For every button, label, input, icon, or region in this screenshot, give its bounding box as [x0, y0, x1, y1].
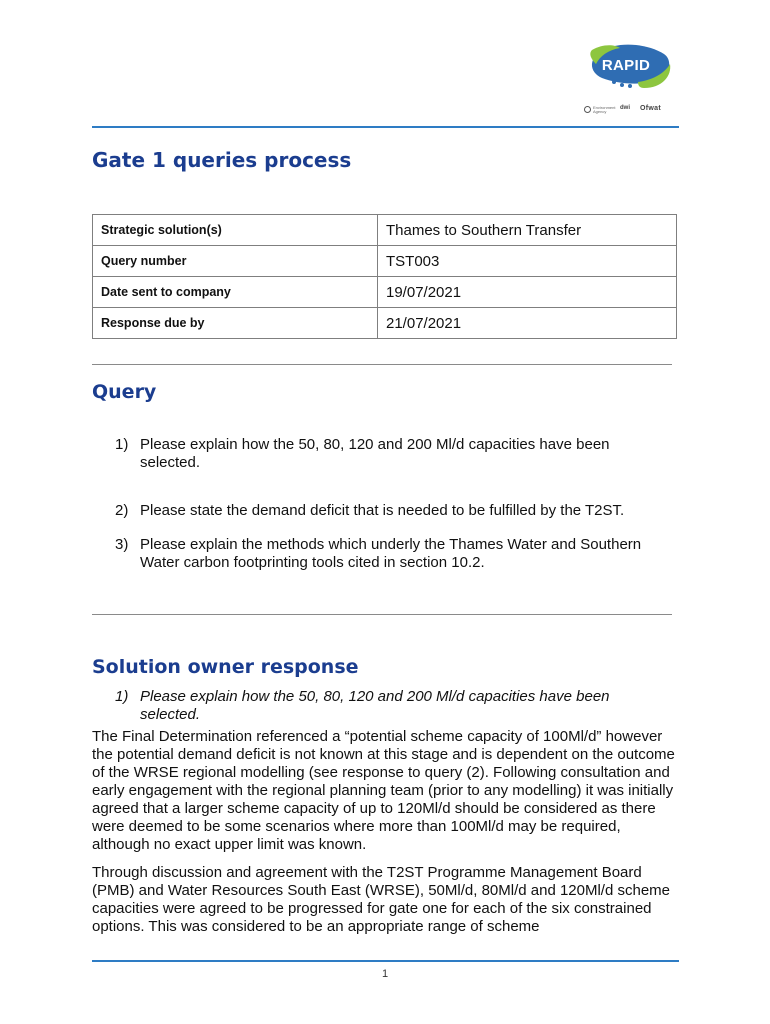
top-rule	[92, 126, 679, 128]
environment-agency-icon	[584, 106, 591, 113]
query-heading: Query	[92, 381, 157, 403]
table-row	[93, 308, 677, 339]
value-query-number: TST003	[378, 246, 677, 277]
label-query-number: Query number	[93, 246, 378, 277]
partner-logos	[578, 104, 678, 116]
query-info-table	[92, 214, 677, 339]
label-date-sent: Date sent to company	[93, 277, 378, 308]
list-item-text: Please state the demand deficit that is needed to be fulfilled by the T2ST.	[140, 502, 625, 519]
list-item-number: 2)	[115, 502, 129, 519]
list-item-number: 1)	[115, 436, 129, 453]
bottom-rule	[92, 960, 679, 962]
partner-dwi: dwi	[620, 105, 630, 111]
list-item-text: Please explain the methods which underly the Thames Water and Southern Water carbon footprinting tools cited in section 10.2.	[140, 536, 642, 571]
response-paragraph: The Final Determination referenced a “potential scheme capacity of 100Ml/d” however the potential demand deficit is not known at this stage and is dependent on the outcome of the WRSE regional modelling (see response to query (2). Following consultation and early engagement with the regional planning team (prior to any modelling) it was initially agreed that a larger scheme capacity of up to 120Ml/d should be considered as there were deemed to be some scenarios where more than 100Ml/d may be required, although no exact upper limit was known.	[92, 728, 675, 853]
table-row	[93, 246, 677, 277]
section-divider	[92, 364, 672, 365]
list-item-number: 3)	[115, 536, 129, 553]
section-divider	[92, 614, 672, 615]
response-question-text: Please explain how the 50, 80, 120 and 200 Ml/d capacities have been selected.	[140, 688, 610, 723]
page-title: Gate 1 queries process	[92, 148, 352, 172]
table-row	[93, 277, 677, 308]
response-paragraph: Through discussion and agreement with the T2ST Programme Management Board (PMB) and Water Resources South East (WRSE), 50Ml/d, 80Ml/d and 120Ml/d scheme capacities were agreed to be progressed for gate one for each of the six constrained options. This was considered to be an appropriate range of scheme	[92, 864, 671, 935]
list-item-text: Please explain how the 50, 80, 120 and 200 Ml/d capacities have been selected.	[140, 436, 610, 471]
partner-environment-agency: Environment Agency	[593, 105, 616, 114]
partner-ofwat: Ofwat	[640, 105, 661, 112]
label-strategic-solution: Strategic solution(s)	[93, 215, 378, 246]
label-response-due: Response due by	[93, 308, 378, 339]
logo-text: RAPID	[601, 57, 651, 74]
response-heading: Solution owner response	[92, 656, 359, 678]
rapid-logo	[578, 42, 678, 122]
response-question-number: 1)	[115, 688, 129, 705]
value-response-due: 21/07/2021	[378, 308, 677, 339]
value-strategic-solution: Thames to Southern Transfer	[378, 215, 677, 246]
value-date-sent: 19/07/2021	[378, 277, 677, 308]
page-number: 1	[381, 968, 389, 980]
table-row	[93, 215, 677, 246]
